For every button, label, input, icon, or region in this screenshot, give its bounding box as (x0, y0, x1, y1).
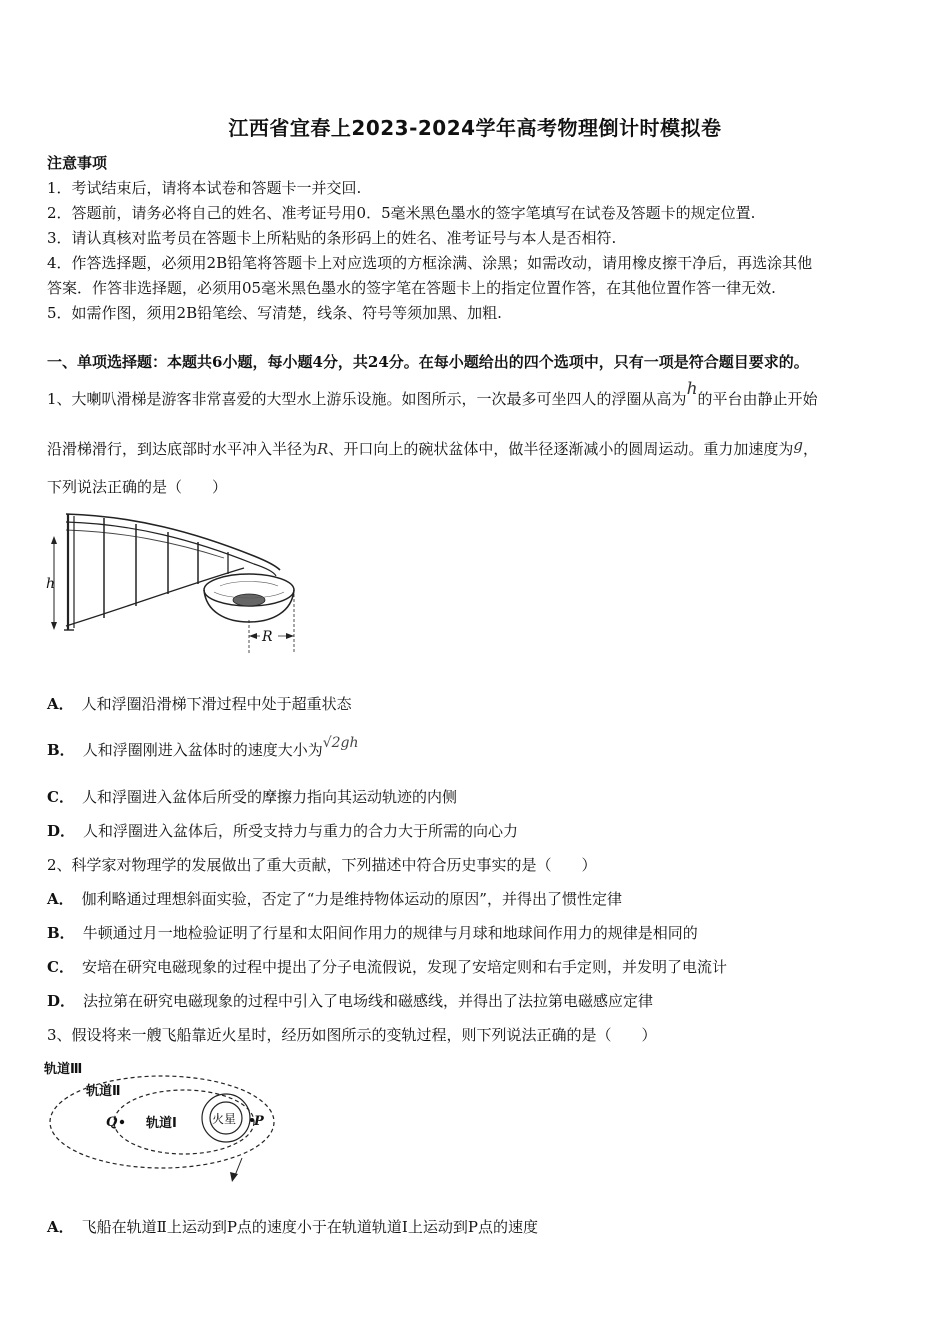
option-a (47, 1216, 538, 1237)
option-a (47, 693, 352, 714)
formula-sqrt-2gh: √2gh (322, 735, 359, 751)
question-1-stem-line3: 下列说法正确的是（ ） (47, 478, 228, 496)
question-text: 的平台由静止开始 (697, 390, 818, 408)
notice-item: 3．请认真核对监考员在答题卡上所粘贴的条形码上的姓名、准考证号与本人是否相符. (47, 229, 617, 247)
option-text: 安培在研究电磁现象的过程中提出了分子电流假说，发现了安培定则和右手定则，并发明了电流计 (81, 958, 727, 976)
option-text: 牛顿通过月一地检验证明了行星和太阳间作用力的规律与月球和地球间作用力的规律是相同的 (82, 924, 698, 942)
option-b (47, 735, 359, 760)
question-text: ， (802, 440, 818, 458)
option-b (47, 922, 698, 943)
notice-heading: 注意事项 (47, 154, 108, 172)
label-orbit-3: 轨道Ⅲ (44, 1062, 83, 1077)
slide-figure (44, 508, 304, 656)
option-c (47, 956, 727, 977)
page-title: 江西省宜春上2023-2024学年高考物理倒计时模拟卷 (228, 116, 722, 140)
option-text: 人和浮圈进入盆体后所受的摩擦力指向其运动轨迹的内侧 (81, 788, 457, 806)
figure-label-R: R (262, 629, 273, 645)
option-letter: A． (47, 1218, 74, 1236)
notice-item: 2．答题前，请务必将自己的姓名、准考证号用0．5毫米黑色墨水的签字笔填写在试卷及答题卡的规定位置. (47, 204, 756, 222)
option-letter: C． (47, 958, 74, 976)
question-text: 、开口向上的碗状盆体中，做半径逐渐减小的圆周运动。重力加速度为 (328, 440, 794, 458)
label-orbit-2: 轨道Ⅱ (86, 1084, 121, 1099)
option-text: 伽利略通过理想斜面实验，否定了“力是维持物体运动的原因”，并得出了惯性定律 (81, 890, 622, 908)
notice-item: 4．作答选择题，必须用2B铅笔将答题卡上对应选项的方框涂满、涂黑；如需改动，请用橡皮擦干净后，再选涂其他 (47, 254, 813, 272)
notice-item: 5．如需作图，须用2B铅笔绘、写清楚，线条、符号等须加黑、加粗. (47, 304, 502, 322)
option-a (47, 888, 622, 909)
symbol-g: g (793, 436, 803, 454)
option-letter: D． (47, 822, 76, 840)
label-mars: 火星 (212, 1112, 237, 1126)
option-letter: B． (47, 924, 75, 942)
option-d (47, 820, 518, 841)
option-text: 人和浮圈沿滑梯下滑过程中处于超重状态 (81, 695, 352, 713)
figure-label-h: h (46, 576, 56, 592)
option-letter: A． (47, 890, 74, 908)
option-letter: B． (47, 741, 75, 759)
question-text: 沿滑梯滑行，到达底部时水平冲入半径为 (47, 440, 318, 458)
option-text: 飞船在轨道Ⅱ上运动到P点的速度小于在轨道轨道Ⅰ上运动到P点的速度 (81, 1218, 538, 1236)
label-point-P: P (254, 1114, 264, 1129)
label-point-Q: Q (106, 1115, 118, 1130)
option-c (47, 786, 457, 807)
notice-item: 1．考试结束后，请将本试卷和答题卡一并交回. (47, 179, 362, 197)
symbol-h: h (686, 379, 698, 399)
question-2-stem: 2、科学家对物理学的发展做出了重大贡献，下列描述中符合历史事实的是（ ） (47, 856, 597, 874)
option-text: 人和浮圈刚进入盆体时的速度大小为 (82, 741, 323, 759)
label-orbit-1: 轨道Ⅰ (146, 1116, 177, 1131)
question-1-stem-line2 (47, 438, 818, 459)
option-text: 法拉第在研究电磁现象的过程中引入了电场线和磁感线，并得出了法拉第电磁感应定律 (83, 992, 654, 1010)
section-heading: 一、单项选择题：本题共6小题，每小题4分，共24分。在每小题给出的四个选项中，只有一项是符合题目要求的。 (47, 353, 809, 371)
option-letter: D． (47, 992, 76, 1010)
option-letter: A． (47, 695, 74, 713)
option-text: 人和浮圈进入盆体后，所受支持力与重力的合力大于所需的向心力 (83, 822, 519, 840)
orbit-figure (44, 1054, 284, 1186)
option-d (47, 990, 653, 1011)
question-1-stem-line1 (47, 379, 818, 409)
notice-item: 答案．作答非选择题，必须用05毫米黑色墨水的签字笔在答题卡上的指定位置作答，在其他位置作答一律无效. (47, 279, 776, 297)
symbol-R: R (317, 440, 329, 458)
option-letter: C． (47, 788, 74, 806)
question-3-stem: 3、假设将来一艘飞船靠近火星时，经历如图所示的变轨过程，则下列说法正确的是（ ） (47, 1026, 657, 1044)
question-text: 1、大喇叭滑梯是游客非常喜爱的大型水上游乐设施。如图所示，一次最多可坐四人的浮圈从高为 (47, 390, 687, 408)
